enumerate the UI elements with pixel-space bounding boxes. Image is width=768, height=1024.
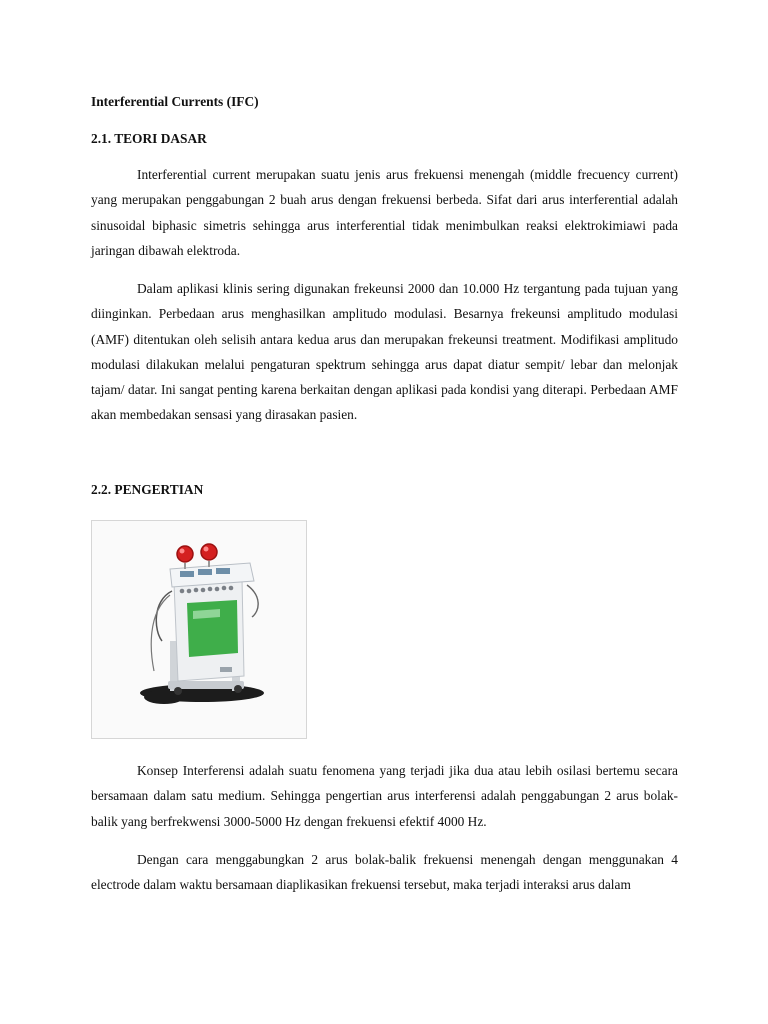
section-heading-teori-dasar: 2.1. TEORI DASAR <box>91 131 207 146</box>
paragraph-electrode-application: Dengan cara menggabungkan 2 arus bolak-balik frekuensi menengah dengan menggunakan 4 electrode dalam waktu bersamaan diaplikasikan frekuensi tersebut, maka terjadi interaksi arus dalam <box>91 852 678 893</box>
ifc-machine-figure <box>91 520 307 739</box>
paragraph-ifc-definition: Interferential current merupakan suatu jenis arus frekuensi menengah (middle frecuency current) yang merupakan penggabungan 2 buah arus dengan frekuensi berbeda. Sifat dari arus interferential adalah sinusoidal biphasic simetris sehingga arus interferential tidak menimbulkan reaksi elektrokimiawi pada jaringan dibawah elektroda. <box>91 167 678 258</box>
paragraph-interference-concept: Konsep Interferensi adalah suatu fenomena yang terjadi jika dua atau lebih osilasi bertemu secara bersamaan dalam satu medium. Sehingga pengertian arus interferensi adalah penggabungan 2 arus bolak-balik yang berfrekwensi 3000-5000 Hz dengan frekuensi efektif 4000 Hz. <box>91 763 678 829</box>
paragraph-clinical-application: Dalam aplikasi klinis sering digunakan frekeunsi 2000 dan 10.000 Hz tergantung pada tujuan yang diinginkan. Perbedaan arus menghasilkan amplitudo modulasi. Besarnya frekeunsi amplitudo modulasi (AMF) ditentukan oleh selisih antara kedua arus dan merupakan frekeunsi treatment. Modifikasi amplitudo modulasi dilakukan melalui pengaturan spektrum sehingga arus dapat diatur sempit/ lebar dan melonjak tajam/ datar. Ini sangat penting karena berkaitan dengan aplikasi pada kondisi yang diterapi. Perbedaan AMF akan membedakan sensasi yang dirasakan pasien. <box>91 281 678 423</box>
ifc-therapy-machine-image <box>92 521 306 738</box>
document-title: Interferential Currents (IFC) <box>91 94 259 109</box>
section-heading-pengertian: 2.2. PENGERTIAN <box>91 482 204 497</box>
